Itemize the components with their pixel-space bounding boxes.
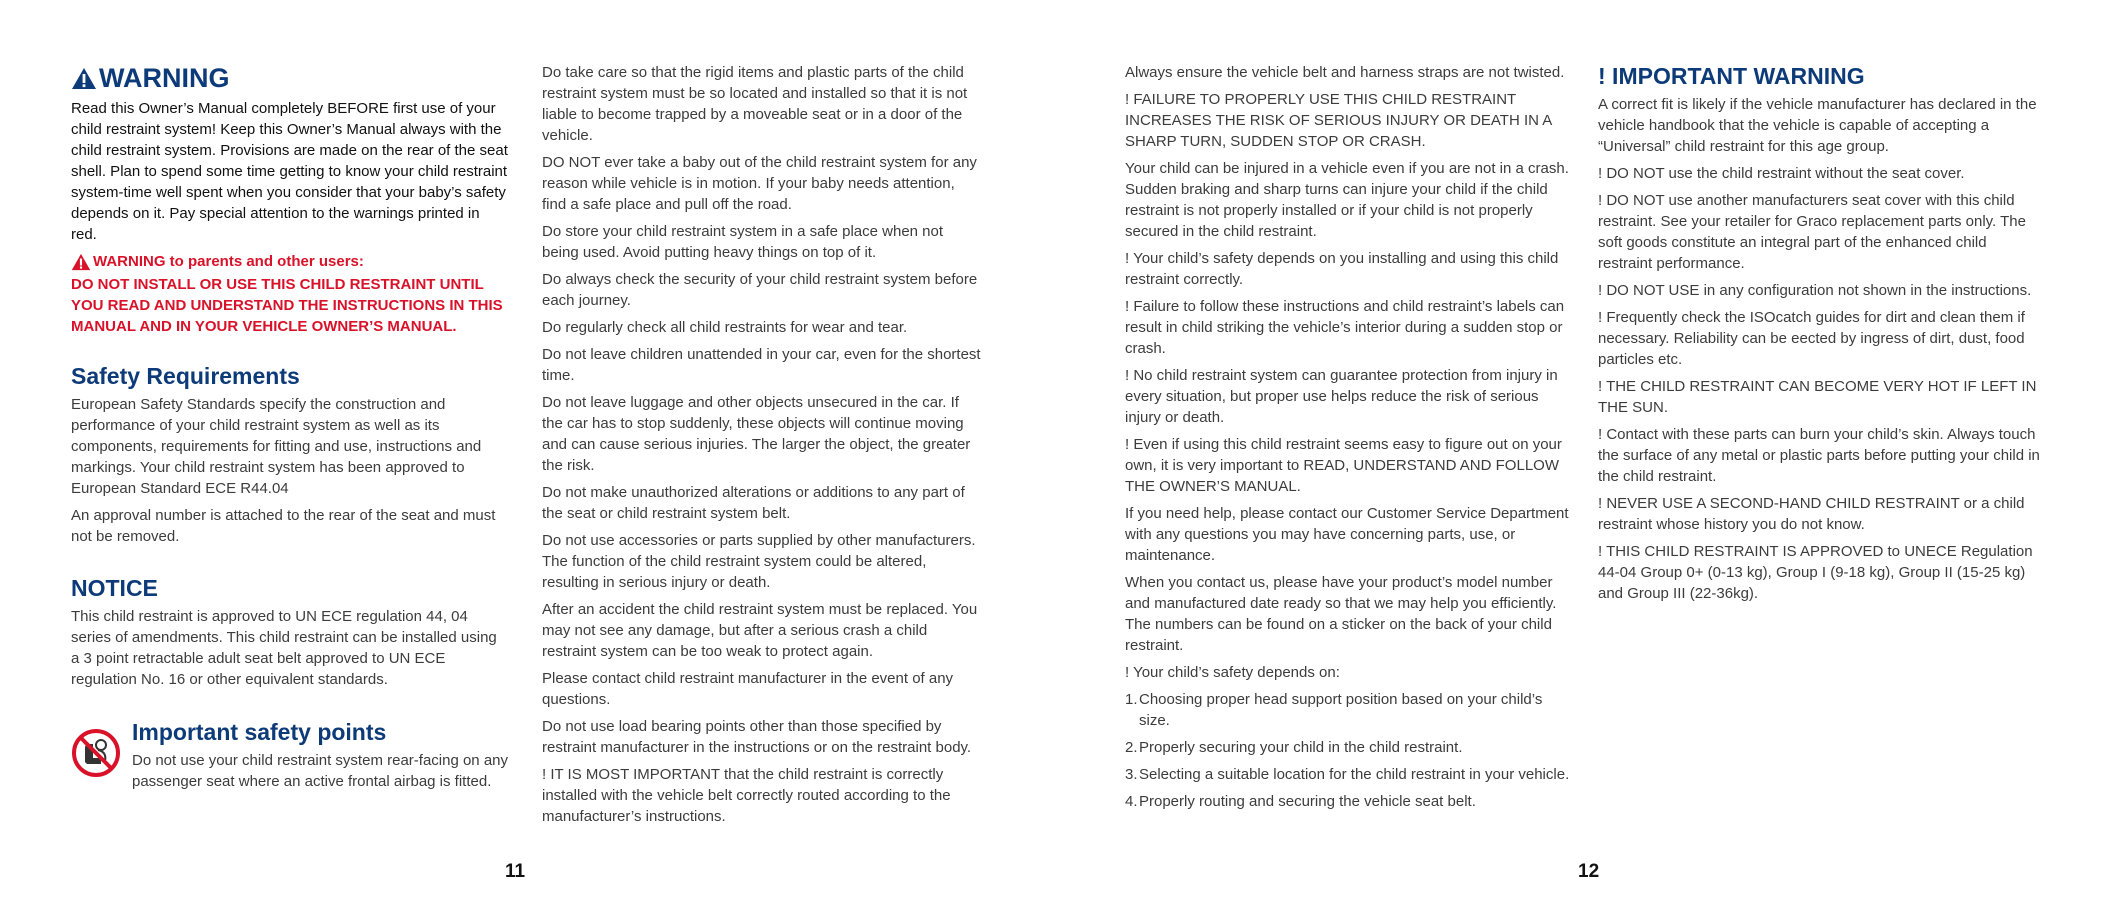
right-page-column-2 [1598,62,2043,610]
important-safety-points-text [132,718,508,798]
instruction-paragraph: Your child can be injured in a vehicle even if you are not in a crash. Sudden braking and sharp turns can injure your child if the child restraint is not properly installed or if your child is not properly secured in the child restraint. [1125,160,1569,240]
instruction-paragraph: If you need help, please contact our Customer Service Department with any questions you may have concerning parts, use, or maintenance. [1125,505,1569,564]
list-item [1125,791,1570,812]
instruction-paragraph: ! THE CHILD RESTRAINT CAN BECOME VERY HOT IF LEFT IN THE SUN. [1598,378,2037,416]
instruction-paragraph: ! Your child’s safety depends on: [1125,664,1340,681]
instruction-paragraph: ! Even if using this child restraint seems easy to figure out on your own, it is very important to READ, UNDERSTAND AND FOLLOW THE OWNER’S MANUAL. [1125,436,1562,495]
instruction-paragraph: ! Failure to follow these instructions and child restraint’s labels can result in child striking the vehicle’s interior during a sudden stop or crash. [1125,298,1565,357]
list-item-number: 2. [1125,739,1138,756]
instruction-paragraph: Do not make unauthorized alterations or additions to any part of the seat or child restraint system belt. [542,484,965,522]
list-item-text: Choosing proper head support position based on your child’s size. [1139,691,1543,729]
instruction-paragraph: ! THIS CHILD RESTRAINT IS APPROVED to UNECE Regulation 44-04 Group 0+ (0-13 kg), Group I (9-18 kg), Group II (15-25 kg) and Group III (22-36kg). [1598,543,2033,602]
list-item-number: 4. [1125,793,1138,810]
instruction-paragraph: Please contact child restraint manufacturer in the event of any questions. [542,670,954,708]
list-item [1125,689,1570,731]
instruction-paragraph: ! IT IS MOST IMPORTANT that the child restraint is correctly installed with the vehicle belt correctly routed according to the manufacturer’s instructions. [542,766,951,825]
instruction-paragraph: A correct fit is likely if the vehicle manufacturer has declared in the vehicle handbook that the vehicle is capable of accepting a “Universal” child restraint for this age group. [1598,96,2037,155]
no-rear-facing-airbag-icon [71,728,121,778]
list-item [1125,737,1570,758]
warning-triangle-icon [71,67,97,90]
important-safety-points [71,718,508,798]
warning-caps: DO NOT INSTALL OR USE THIS CHILD RESTRAINT UNTIL YOU READ AND UNDERSTAND THE INSTRUCTIONS IN THIS MANUAL AND IN YOUR VEHICLE OWNER’S MANUAL. [71,276,503,335]
instruction-paragraph: ! Your child’s safety depends on you installing and using this child restraint correctly. [1125,250,1559,288]
instruction-paragraph: ! No child restraint system can guarantee protection from injury in every situation, but proper use helps reduce the risk of serious injury or death. [1125,367,1558,426]
right-page-column-1 [1125,62,1570,818]
page-number-right: 12 [1578,861,1600,882]
instruction-paragraph: Do take care so that the rigid items and plastic parts of the child restraint system must be so located and installed so that it is not liable to become trapped by a moveable seat or in a door of the vehicle. [542,64,968,144]
safety-paragraph-2: An approval number is attached to the rear of the seat and must not be removed. [71,507,496,545]
list-item-number: 1. [1125,691,1138,708]
instruction-paragraph: ! DO NOT USE in any configuration not shown in the instructions. [1598,282,2032,299]
list-item-text: Selecting a suitable location for the child restraint in your vehicle. [1139,766,1570,783]
warning-triangle-icon [71,253,91,271]
instruction-paragraph: ! Contact with these parts can burn your child’s skin. Always touch the surface of any metal or plastic parts before putting your child in the child restraint. [1598,426,2040,485]
important-safety-points-heading: Important safety points [132,719,387,745]
safety-steps-list [1125,689,1570,812]
list-item-text: Properly routing and securing the vehicle seat belt. [1139,793,1476,810]
instruction-paragraph: ! DO NOT use the child restraint without the seat cover. [1598,165,1965,182]
instruction-paragraph: ! NEVER USE A SECOND-HAND CHILD RESTRAINT or a child restraint whose history you do not know. [1598,495,2025,533]
instruction-paragraph: Always ensure the vehicle belt and harness straps are not twisted. [1125,64,1565,81]
warning-sub-label: WARNING to parents and other users: [93,253,364,270]
instruction-paragraph: Do not leave children unattended in your car, even for the shortest time. [542,346,981,384]
instruction-paragraph: ! Frequently check the ISOcatch guides for dirt and clean them if necessary. Reliability can be eected by ingress of dirt, dust, food particles etc. [1598,309,2025,368]
notice-heading: NOTICE [71,575,158,601]
instruction-paragraph: When you contact us, please have your product’s model number and manufactured date ready so that we may help you efficiently. The numbers can be found on a sticker on the back of your child restraint. [1125,574,1557,654]
warning-heading [71,62,508,94]
safety-paragraph-1: European Safety Standards specify the construction and performance of your child restraint system as well as its components, requirements for fitting and use, instructions and markings. Your child restraint system has been approved to European Standard ECE R44.04 [71,396,482,497]
list-item-text: Properly securing your child in the child restraint. [1139,739,1463,756]
instruction-paragraph: ! DO NOT use another manufacturers seat cover with this child restraint. See your retailer for Graco replacement parts only. The soft goods constitute an integral part of the enhanced child restraint performance. [1598,192,2026,272]
list-item-number: 3. [1125,766,1138,783]
instruction-paragraph: Do store your child restraint system in a safe place when not being used. Avoid putting heavy things on top of it. [542,223,944,261]
left-page-column-1 [71,62,508,798]
warning-body: Read this Owner’s Manual completely BEFORE first use of your child restraint system! Keep this Owner’s Manual always with the child restraint system. Provisions are made on the rear of the seat shell. Plan to spend some time getting to know your child restraint system-time well spent when you consider that your baby’s safety depends on it. Pay special attention to the warnings printed in red. [71,100,508,243]
warning-title: WARNING [99,63,230,93]
list-item [1125,764,1570,785]
notice-body: This child restraint is approved to UN ECE regulation 44, 04 series of amendments. This child restraint can be installed using a 3 point retractable adult seat belt approved to UN ECE regulation No. 16 or other equivalent standards. [71,608,497,688]
page-number-left: 11 [505,861,526,882]
instruction-paragraph: Do always check the security of your child restraint system before each journey. [542,271,978,309]
important-warning-heading: ! IMPORTANT WARNING [1598,63,1865,89]
left-page-column-2 [542,62,982,833]
instruction-paragraph: ! FAILURE TO PROPERLY USE THIS CHILD RESTRAINT INCREASES THE RISK OF SERIOUS INJURY OR DEATH IN A SHARP TURN, SUDDEN STOP OR CRASH. [1125,91,1552,150]
important-safety-points-body: Do not use your child restraint system rear-facing on any passenger seat where an active frontal airbag is fitted. [132,752,509,790]
instruction-paragraph: Do not leave luggage and other objects unsecured in the car. If the car has to stop suddenly, these objects will continue moving and can cause serious injuries. The larger the object, the greater the risk. [542,394,971,474]
warning-subheading [71,251,508,272]
instruction-paragraph: Do not use load bearing points other than those specified by restraint manufacturer in the instructions or on the restraint body. [542,718,972,756]
instruction-paragraph: DO NOT ever take a baby out of the child restraint system for any reason while vehicle is in motion. If your baby needs attention, find a safe place and pull off the road. [542,154,977,213]
instruction-paragraph: Do not use accessories or parts supplied by other manufacturers. The function of the child restraint system could be altered, resulting in serious injury or death. [542,532,976,591]
safety-requirements-heading: Safety Requirements [71,363,300,389]
instruction-paragraph: Do regularly check all child restraints for wear and tear. [542,319,908,336]
instruction-paragraph: After an accident the child restraint system must be replaced. You may not see any damage, but after a serious crash a child restraint system can be too weak to protect again. [542,601,978,660]
